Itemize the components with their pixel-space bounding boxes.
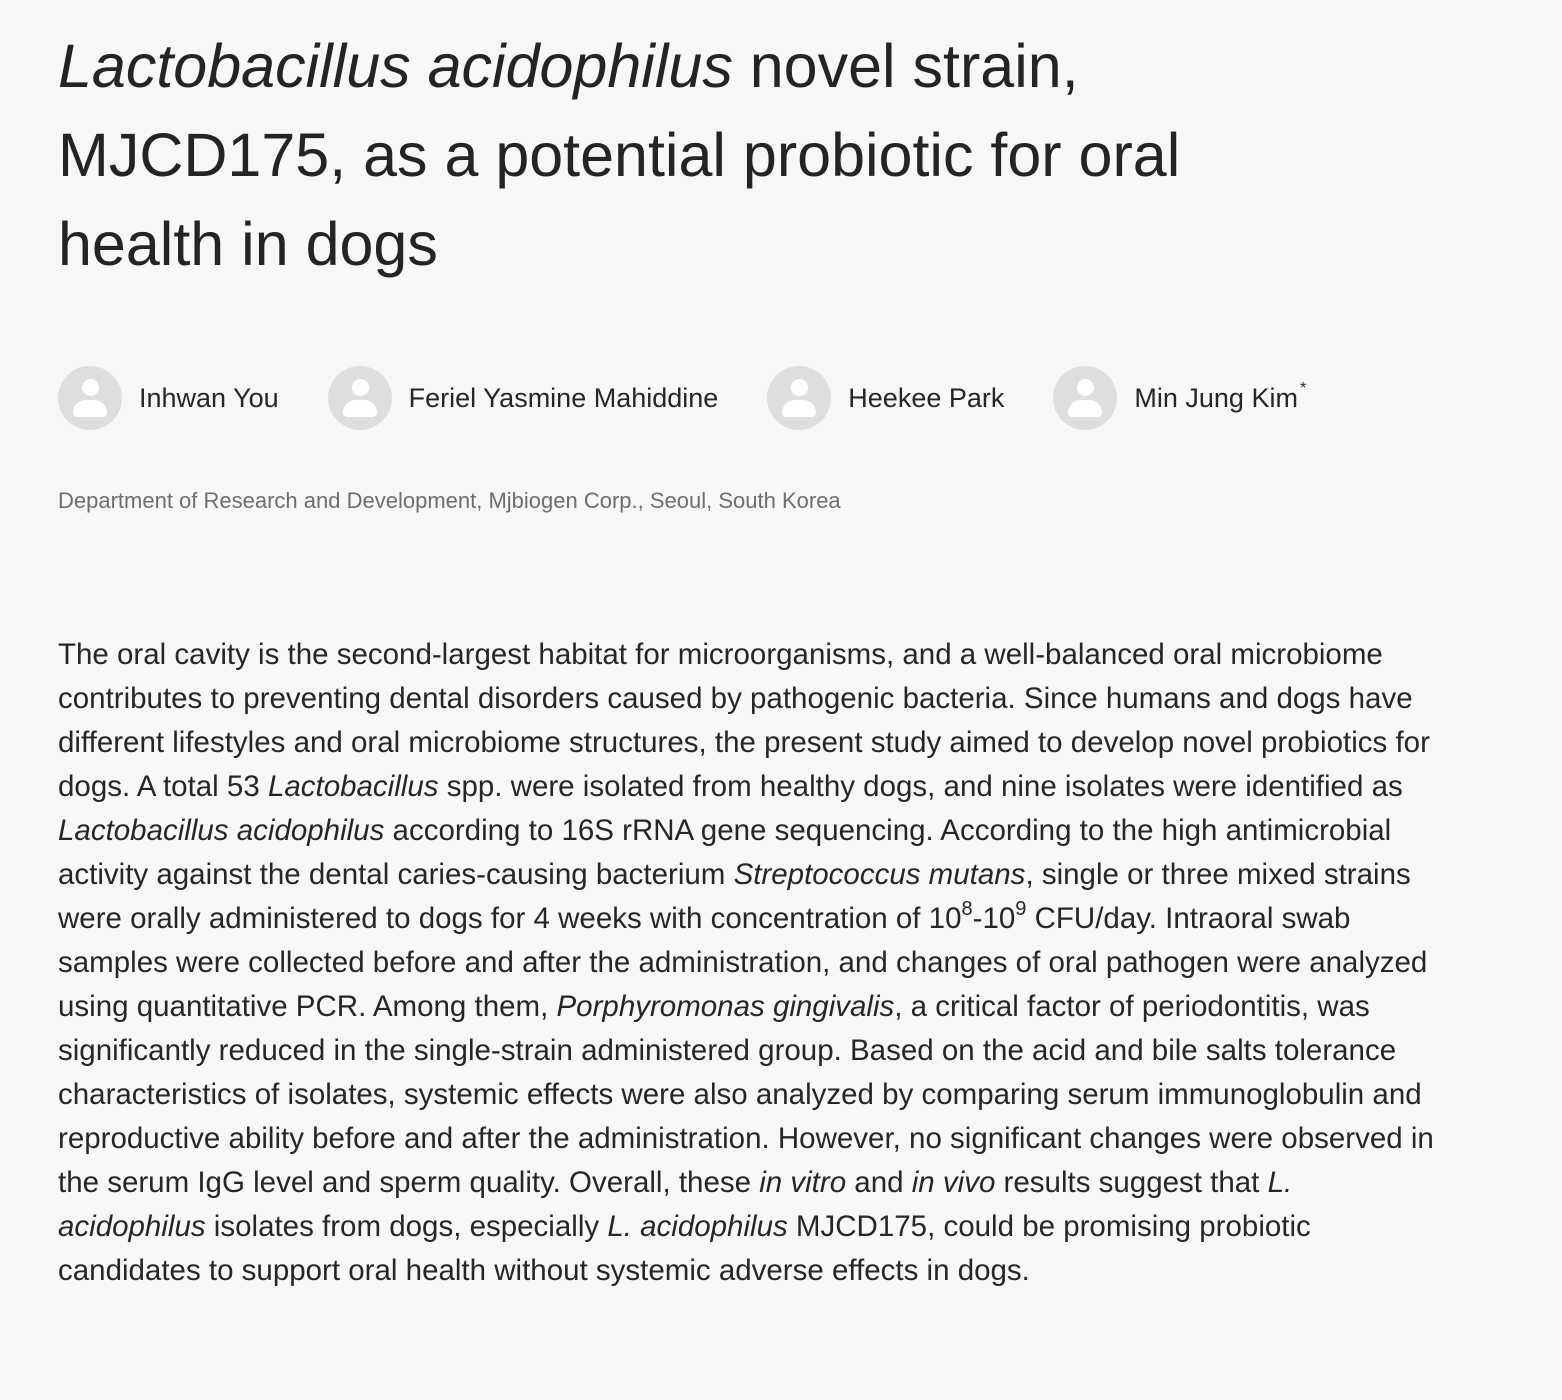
abstract-segment: CFU/day. Intraoral swab samples were collected before and after the administration, and changes of oral pathogen were analyzed using quantitative PCR. Among them, bbox=[58, 902, 1428, 1023]
author-name[interactable]: Heekee Park bbox=[848, 382, 1005, 413]
abstract-segment: results suggest that bbox=[995, 1166, 1268, 1199]
species-name: Streptococcus mutans bbox=[733, 858, 1026, 891]
abstract-segment: , a critical factor of periodontitis, was significantly reduced in the single-strain administered group. Based on the acid and bile salts tolerance characteristics of isolates, systemic effects were also analyzed by comparing serum immunoglobulin and reproductive ability before and after the administration. However, no significant changes were observed in the serum IgG level and sperm quality. Overall, these bbox=[58, 990, 1434, 1199]
abstract-segment: , single or three mixed strains were orally administered to dogs for 4 weeks with concentration of 10 bbox=[58, 858, 1411, 935]
abstract-segment: isolates from dogs, especially bbox=[205, 1210, 608, 1243]
user-avatar-icon bbox=[1053, 366, 1117, 430]
author-name[interactable]: Inhwan You bbox=[139, 382, 279, 413]
abstract-segment: spp. were isolated from healthy dogs, and nine isolates were identified as bbox=[438, 770, 1403, 803]
author-heekee-park[interactable] bbox=[767, 366, 1004, 430]
article-title bbox=[58, 22, 1358, 289]
exponent: 8 bbox=[961, 898, 973, 921]
author-name[interactable]: Feriel Yasmine Mahiddine bbox=[408, 382, 719, 413]
species-name: Lactobacillus acidophilus bbox=[58, 814, 385, 847]
abstract-segment: -10 bbox=[972, 902, 1016, 935]
author-name-text[interactable]: Min Jung Kim bbox=[1134, 382, 1298, 413]
author-name[interactable] bbox=[1134, 379, 1307, 414]
abstract-text bbox=[58, 633, 1438, 1293]
latin-term: in vitro bbox=[759, 1166, 847, 1199]
title-species: Lactobacillus acidophilus bbox=[58, 32, 733, 100]
exponent: 9 bbox=[1015, 898, 1027, 921]
user-avatar-icon bbox=[767, 366, 831, 430]
author-feriel-yasmine-mahiddine[interactable] bbox=[328, 366, 719, 430]
abstract-segment: according to 16S rRNA gene sequencing. According to the high antimicrobial activity against the dental caries-causing bacterium bbox=[58, 814, 1392, 891]
abstract-segment: The oral cavity is the second-largest habitat for microorganisms, and a well-balanced oral microbiome contributes to preventing dental disorders caused by pathogenic bacteria. Since humans and dogs have different lifestyles and oral microbiome structures, the present study aimed to develop novel probiotics for dogs. A total 53 bbox=[58, 638, 1430, 803]
affiliation: Department of Research and Development, Mjbiogen Corp., Seoul, South Korea bbox=[58, 488, 841, 513]
abstract-segment: and bbox=[846, 1166, 912, 1199]
corresponding-author-mark: * bbox=[1299, 379, 1307, 397]
species-name: L. acidophilus bbox=[58, 1166, 1293, 1243]
latin-term: in vivo bbox=[911, 1166, 996, 1199]
abstract-segment: MJCD175, could be promising probiotic candidates to support oral health without systemic adverse effects in dogs. bbox=[58, 1210, 1311, 1287]
species-name: L. acidophilus bbox=[607, 1210, 788, 1243]
user-avatar-icon bbox=[328, 366, 392, 430]
author-list bbox=[58, 366, 1355, 430]
species-name: Lactobacillus bbox=[267, 770, 439, 803]
title-rest: novel strain, MJCD175, as a potential probiotic for oral health in dogs bbox=[58, 32, 1181, 278]
author-inhwan-you[interactable] bbox=[58, 366, 279, 430]
species-name: Porphyromonas gingivalis bbox=[556, 990, 895, 1023]
author-min-jung-kim[interactable] bbox=[1053, 366, 1306, 430]
user-avatar-icon bbox=[58, 366, 122, 430]
